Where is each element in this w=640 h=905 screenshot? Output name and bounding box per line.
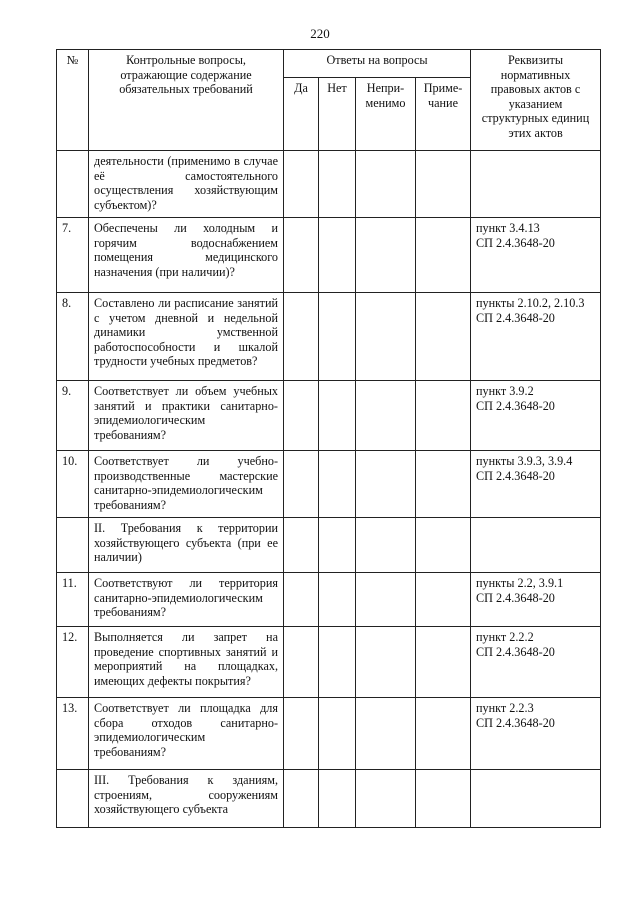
requisites-cell — [471, 698, 601, 770]
header-no: Нет — [319, 78, 356, 151]
answer-note-cell — [416, 698, 471, 770]
requisites-cell — [471, 573, 601, 627]
section-row — [57, 770, 601, 828]
table-row — [57, 451, 601, 518]
requisites-act: СП 2.4.3648-20 — [476, 715, 555, 730]
answer-no-cell — [319, 698, 356, 770]
requisites-act: СП 2.4.3648-20 — [476, 590, 555, 605]
answer-no-cell — [319, 770, 356, 828]
table-row — [57, 151, 601, 218]
answer-yes-cell — [284, 698, 319, 770]
header-question: Контрольные вопросы, отражающие содержание обязательных требований — [89, 50, 284, 151]
requisites-cell — [471, 218, 601, 293]
answer-note-cell — [416, 451, 471, 518]
answer-no-cell — [319, 293, 356, 381]
row-number: 12. — [57, 627, 89, 698]
question-text: Обеспечены ли холодным и горячим водоснабжением помещения медицинского назначения (при наличии)? — [89, 218, 284, 293]
section-title: III. Требования к зданиям, строениям, сооружениям хозяйствующего субъекта — [89, 770, 284, 828]
requisites-item: пункт 3.4.13 — [476, 221, 540, 235]
requisites-cell — [471, 518, 601, 573]
requisites-cell — [471, 381, 601, 451]
header-requisites: Реквизиты нормативных правовых актов с указанием структурных единиц этих актов — [471, 50, 601, 151]
page-number: 220 — [310, 26, 330, 41]
table-row — [57, 218, 601, 293]
requisites-cell — [471, 627, 601, 698]
section-number-cell — [57, 518, 89, 573]
answer-na-cell — [356, 451, 416, 518]
requisites-item: пункт 2.2.2 — [476, 630, 534, 644]
answer-yes-cell — [284, 451, 319, 518]
answer-note-cell — [416, 573, 471, 627]
answer-yes-cell — [284, 218, 319, 293]
header-row-top — [57, 50, 601, 78]
requisites-cell — [471, 293, 601, 381]
table-row — [57, 293, 601, 381]
question-text: деятельности (применимо в случае её самостоятельного осуществления хозяйствующим субъектом)? — [89, 151, 284, 218]
requisites-act: СП 2.4.3648-20 — [476, 468, 555, 483]
requisites-act: СП 2.4.3648-20 — [476, 235, 555, 250]
table-row — [57, 381, 601, 451]
answer-na-cell — [356, 698, 416, 770]
answer-yes-cell — [284, 770, 319, 828]
requisites-cell — [471, 770, 601, 828]
requisites-item: пункты 3.9.3, 3.9.4 — [476, 454, 573, 468]
requisites-item: пункты 2.10.2, 2.10.3 — [476, 296, 585, 310]
question-text: Составлено ли расписание занятий с учетом дневной и недельной динамики умственной работоспособности и шкалой трудности учебных предметов? — [89, 293, 284, 381]
answer-na-cell — [356, 293, 416, 381]
section-row — [57, 518, 601, 573]
answer-na-cell — [356, 573, 416, 627]
question-text: Соответствуют ли территория санитарно-эпидемиологическим требованиям? — [89, 573, 284, 627]
question-text: Соответствует ли объем учебных занятий и практики санитарно-эпидемиологическим требованиям? — [89, 381, 284, 451]
answer-na-cell — [356, 151, 416, 218]
answer-no-cell — [319, 151, 356, 218]
answer-yes-cell — [284, 151, 319, 218]
answer-na-cell — [356, 381, 416, 451]
requisites-cell — [471, 151, 601, 218]
row-number — [57, 151, 89, 218]
answer-note-cell — [416, 770, 471, 828]
requisites-cell — [471, 451, 601, 518]
answer-na-cell — [356, 218, 416, 293]
answer-na-cell — [356, 518, 416, 573]
requisites-item: пункт 3.9.2 — [476, 384, 534, 398]
checklist-table — [56, 49, 601, 828]
table-row — [57, 627, 601, 698]
header-answers: Ответы на вопросы — [284, 50, 471, 78]
answer-no-cell — [319, 218, 356, 293]
answer-note-cell — [416, 381, 471, 451]
section-number-cell — [57, 770, 89, 828]
answer-note-cell — [416, 151, 471, 218]
row-number: 9. — [57, 381, 89, 451]
header-not-applicable: Непри-менимо — [356, 78, 416, 151]
header-note: Приме-чание — [416, 78, 471, 151]
answer-note-cell — [416, 293, 471, 381]
question-text: Выполняется ли запрет на проведение спортивных занятий и мероприятий на площадках, имеющих дефекты покрытия? — [89, 627, 284, 698]
row-number: 10. — [57, 451, 89, 518]
row-number: 8. — [57, 293, 89, 381]
answer-na-cell — [356, 770, 416, 828]
answer-yes-cell — [284, 627, 319, 698]
answer-note-cell — [416, 218, 471, 293]
requisites-item: пункты 2.2, 3.9.1 — [476, 576, 564, 590]
answer-note-cell — [416, 518, 471, 573]
row-number: 7. — [57, 218, 89, 293]
header-yes: Да — [284, 78, 319, 151]
requisites-act: СП 2.4.3648-20 — [476, 644, 555, 659]
answer-note-cell — [416, 627, 471, 698]
answer-no-cell — [319, 381, 356, 451]
answer-yes-cell — [284, 381, 319, 451]
answer-no-cell — [319, 573, 356, 627]
question-text: Соответствует ли учебно-производственные мастерские санитарно-эпидемиологическим требованиям? — [89, 451, 284, 518]
answer-no-cell — [319, 518, 356, 573]
row-number: 11. — [57, 573, 89, 627]
requisites-act: СП 2.4.3648-20 — [476, 398, 555, 413]
answer-na-cell — [356, 627, 416, 698]
answer-yes-cell — [284, 573, 319, 627]
question-text: Соответствует ли площадка для сбора отходов санитарно-эпидемиологическим требованиям? — [89, 698, 284, 770]
answer-no-cell — [319, 627, 356, 698]
requisites-item: пункт 2.2.3 — [476, 701, 534, 715]
answer-no-cell — [319, 451, 356, 518]
answer-yes-cell — [284, 518, 319, 573]
requisites-act: СП 2.4.3648-20 — [476, 310, 555, 325]
section-title: II. Требования к территории хозяйствующего субъекта (при ее наличии) — [89, 518, 284, 573]
table-row — [57, 698, 601, 770]
table-row — [57, 573, 601, 627]
answer-yes-cell — [284, 293, 319, 381]
row-number: 13. — [57, 698, 89, 770]
header-num: № — [57, 50, 89, 151]
